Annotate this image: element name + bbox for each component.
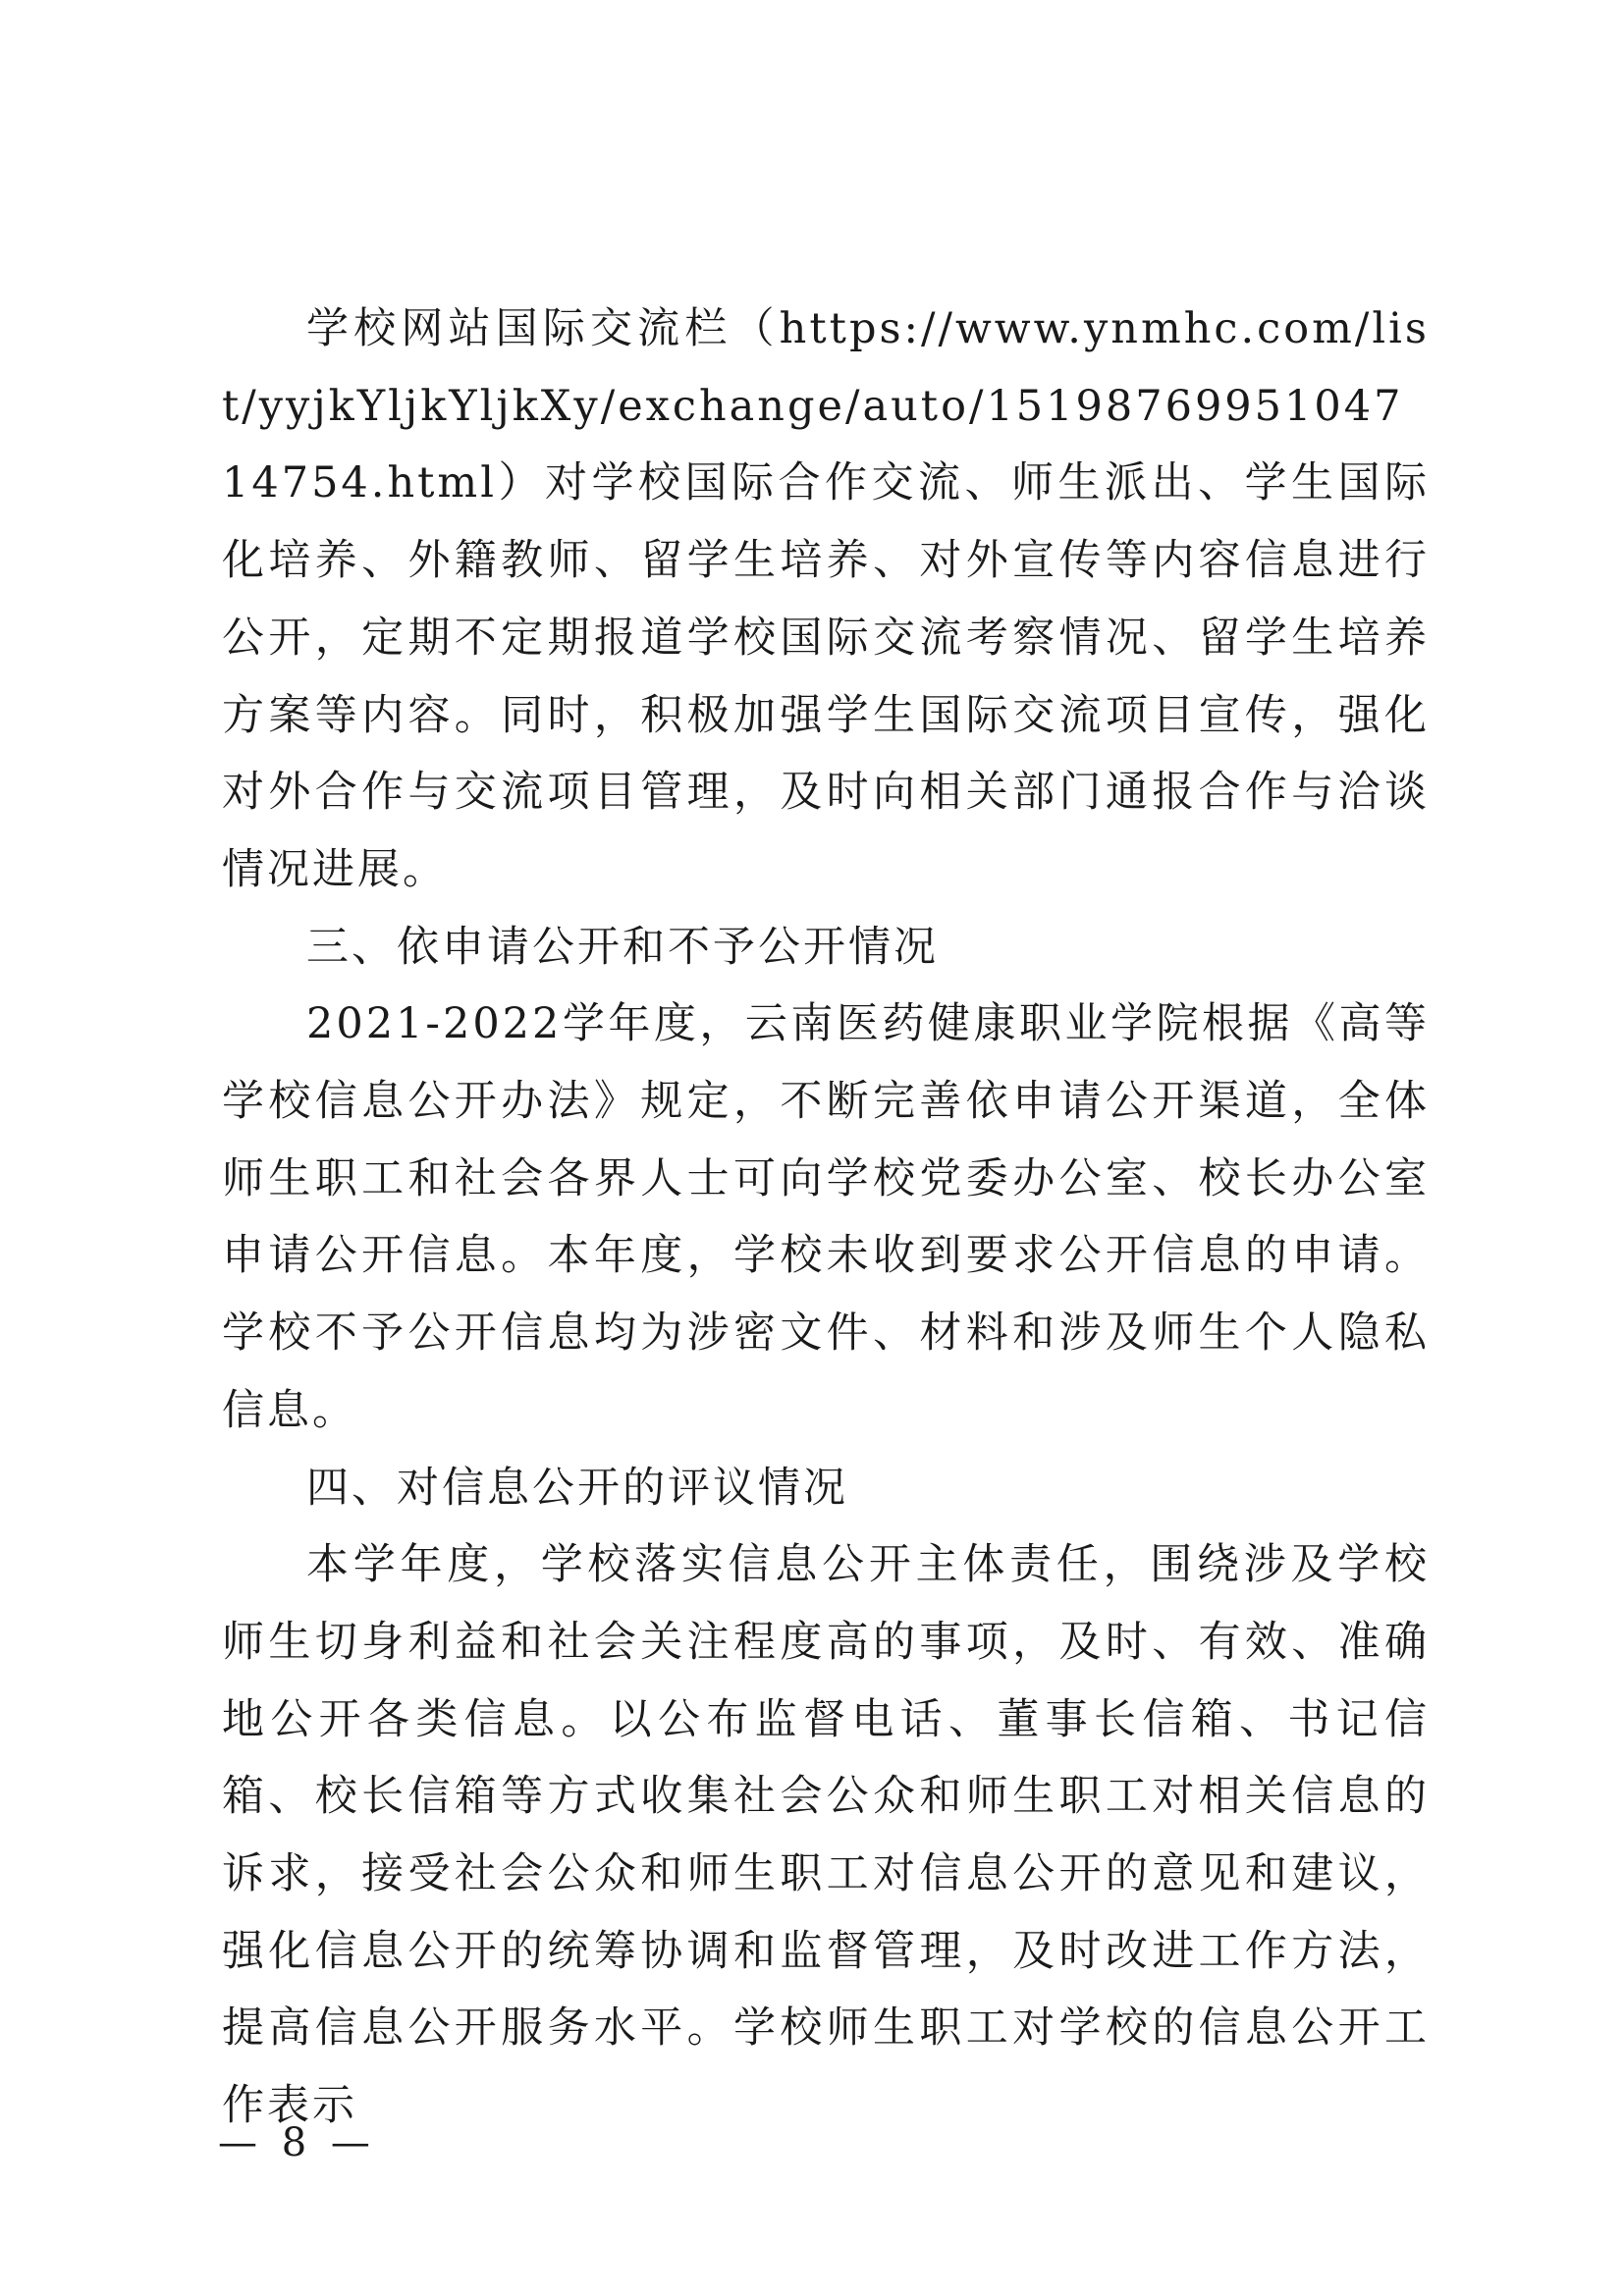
document-body <box>222 291 1430 2145</box>
page-number: — 8 — <box>218 2120 376 2165</box>
heading-section-4: 四、对信息公开的评议情况 <box>306 1463 848 1513</box>
paragraph-application-disclosure: 2021-2022学年度，云南医药健康职业学院根据《高等学校信息公开办法》规定，不断完善依申请公开渠道，全体师生职工和社会各界人士可向学校党委办公室、校长办公室申请公开信息。本年度，学校未收到要求公开信息的申请。学校不予公开信息均为涉密文件、材料和涉及师生个人隐私信息。 <box>222 999 1430 1435</box>
paragraph-international-exchange: 学校网站国际交流栏（https://www.ynmhc.com/list/yyjkYljkYljkXy/exchange/auto/1519876995104714754.html）对学校国际合作交流、师生派出、学生国际化培养、外籍教师、留学生培养、对外宣传等内容信息进行公开，定期不定期报道学校国际交流考察情况、留学生培养方案等内容。同时，积极加强学生国际交流项目宣传，强化对外合作与交流项目管理，及时向相关部门通报合作与洽谈情况进展。 <box>222 304 1430 894</box>
paragraph-disclosure-evaluation: 本学年度，学校落实信息公开主体责任，围绕涉及学校师生切身利益和社会关注程度高的事项，及时、有效、准确地公开各类信息。以公布监督电话、董事长信箱、书记信箱、校长信箱等方式收集社会公众和师生职工对相关信息的诉求，接受社会公众和师生职工对信息公开的意见和建议，强化信息公开的统筹协调和监督管理，及时改进工作方法，提高信息公开服务水平。学校师生职工对学校的信息公开工作表示 <box>222 1540 1430 2131</box>
heading-section-3: 三、依申请公开和不予公开情况 <box>306 922 939 972</box>
